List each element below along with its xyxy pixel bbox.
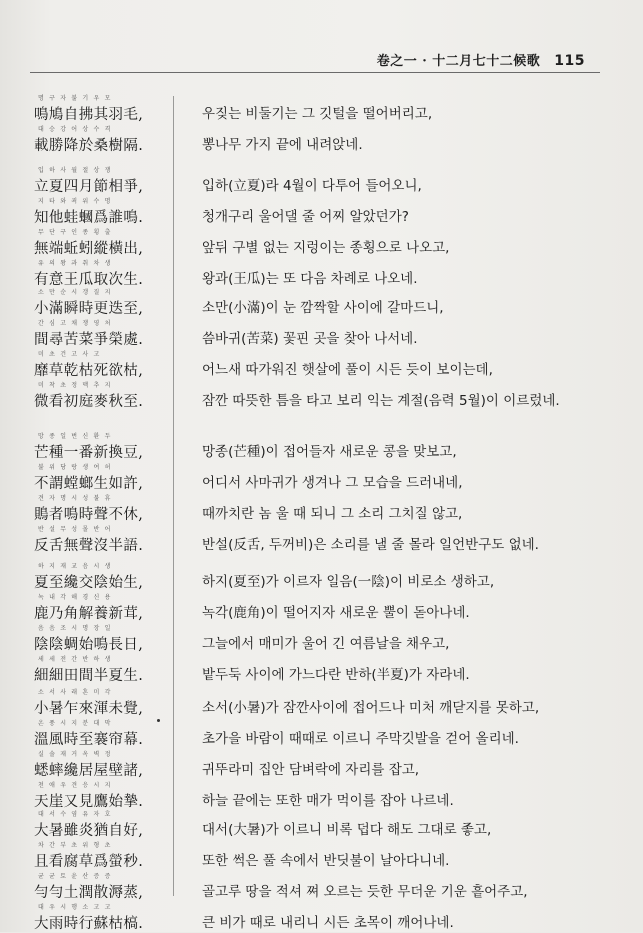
pronunciation-gloss: 입하사월절상쟁	[38, 167, 116, 174]
page-number: 115	[554, 53, 585, 69]
korean-translation: 뽕나무 가지 끝에 내려앉네.	[202, 137, 363, 153]
hanja-verse: 無端蚯蚓縱橫出,	[34, 241, 144, 257]
pronunciation-gloss: 대우시행소고고	[38, 904, 116, 911]
korean-translation: 소서(小暑)가 잠깐사이에 접어드나 미처 깨닫지를 못하고,	[202, 700, 540, 716]
pronunciation-gloss: 대승강어상수격	[38, 126, 116, 133]
hanja-verse: 天崖又見鷹始摯.	[34, 794, 144, 810]
verse-line	[0, 840, 643, 870]
pronunciation-gloss: 명구자불기우모	[38, 95, 116, 102]
hanja-verse: 微看初庭麥秋至.	[34, 394, 144, 410]
hanja-verse: 大暑雖炎猶自好,	[34, 823, 144, 839]
pronunciation-gloss: 견자명시성불휴	[38, 495, 116, 502]
hanja-verse: 蟋蟀纔居屋壁諸,	[34, 763, 144, 779]
verse-line	[0, 165, 643, 195]
verse-line	[0, 561, 643, 591]
korean-translation: 왕과(王瓜)는 또 다음 차례로 나오네.	[202, 271, 418, 287]
verse-line	[0, 431, 643, 461]
korean-translation: 청개구리 울어댈 줄 어찌 알았던가?	[202, 209, 409, 225]
korean-translation: 소만(小滿)이 눈 깜짝할 사이에 갈마드니,	[202, 300, 444, 316]
hanja-verse: 反舌無聲沒半語.	[34, 538, 144, 554]
pronunciation-gloss: 하지재교음시생	[38, 563, 116, 570]
hanja-verse: 靡草乾枯死欲枯,	[34, 363, 144, 379]
verse-line	[0, 462, 643, 492]
pronunciation-gloss: 음음조시명장일	[38, 625, 116, 632]
hanja-verse: 小滿瞬時更迭至,	[34, 301, 144, 317]
hanja-verse: 鵙者鳴時聲不休,	[34, 507, 144, 523]
verse-line	[0, 902, 643, 932]
hanja-verse: 夏至纔交陰始生,	[34, 575, 144, 591]
korean-translation: 망종(芒種)이 접어들자 새로운 콩을 맞보고,	[202, 444, 457, 460]
korean-translation: 하늘 끝에는 또한 매가 먹이를 잡아 나르네.	[202, 793, 454, 809]
hanja-verse: 勻勻土潤散溽蒸,	[34, 885, 144, 901]
korean-translation: 하지(夏至)가 이르자 일음(一陰)이 비로소 생하고,	[202, 574, 495, 590]
verse-line	[0, 687, 643, 717]
hanja-verse: 且看腐草爲螢秒.	[34, 854, 144, 870]
hanja-verse: 鹿乃角解養新茸,	[34, 606, 144, 622]
korean-translation: 어디서 사마귀가 생겨나 그 모습을 드러내네,	[202, 475, 463, 491]
hanja-verse: 間尋苦菜爭榮處.	[34, 332, 144, 348]
hanja-verse: 陰陰蜩始鳴長日,	[34, 637, 144, 653]
pronunciation-gloss: 대서수염유자호	[38, 811, 116, 818]
verse-line	[0, 524, 643, 554]
korean-translation: 입하(立夏)라 4월이 다투어 들어오니,	[202, 178, 422, 194]
korean-translation: 반설(反舌, 두꺼비)은 소리를 낼 줄 몰라 일언반구도 없네.	[202, 537, 539, 553]
pronunciation-gloss: 녹내각해경신용	[38, 594, 116, 601]
korean-translation: 큰 비가 때로 내리니 시든 초목이 깨어나네.	[202, 915, 454, 931]
korean-translation: 귀뚜라미 집안 담벼락에 자리를 잡고,	[202, 762, 420, 778]
korean-translation: 씀바귀(苦菜) 꽃핀 곳을 찾아 나서네.	[202, 331, 418, 347]
pronunciation-gloss: 미착초정맥추지	[38, 382, 116, 389]
verse-line	[0, 592, 643, 622]
pronunciation-gloss: 세세전간반하생	[38, 656, 116, 663]
korean-translation: 초가을 바람이 때때로 이르니 주막깃발을 걷어 올리네.	[202, 731, 519, 747]
verse-line	[0, 623, 643, 653]
verse-line	[0, 493, 643, 523]
verse-line	[0, 749, 643, 779]
pronunciation-gloss: 소만순시갱질지	[38, 289, 116, 296]
pronunciation-gloss: 차간부초위형초	[38, 842, 116, 849]
korean-translation: 앞뒤 구별 없는 지렁이는 종횡으로 나오고,	[202, 240, 450, 256]
korean-translation: 녹각(鹿角)이 떨어지자 새로운 뿔이 돋아나네.	[202, 605, 470, 621]
korean-translation: 때까치란 놈 울 때 되니 그 소리 그치질 않고,	[202, 506, 463, 522]
pronunciation-gloss: 천애우견응시지	[38, 782, 116, 789]
verse-line	[0, 196, 643, 226]
verse-line	[0, 287, 643, 317]
pronunciation-gloss: 망종일번신환두	[38, 433, 116, 440]
korean-translation: 잠깐 따뜻한 틈을 타고 보리 익는 계절(음력 5월)이 이르렀네.	[202, 393, 560, 409]
hanja-verse: 載勝降於桑樹隔.	[34, 138, 144, 154]
pronunciation-gloss: 유의왕과취차생	[38, 260, 116, 267]
pronunciation-gloss: 불위당랑생여허	[38, 464, 116, 471]
verse-line	[0, 718, 643, 748]
verse-line	[0, 258, 643, 288]
header-title: 卷之一 · 十二月七十二候歌	[376, 54, 541, 69]
hanja-verse: 鳴鳩自拂其羽毛,	[34, 107, 144, 123]
pronunciation-gloss: 소서사래혼미각	[38, 689, 116, 696]
verse-line	[0, 227, 643, 257]
hanja-verse: 溫風時至褰帘幕.	[34, 732, 144, 748]
korean-translation: 대서(大暑)가 이르니 비록 덥다 해도 그대로 좋고,	[202, 822, 492, 838]
hanja-verse: 有意王瓜取次生.	[34, 272, 144, 288]
verse-line	[0, 654, 643, 684]
hanja-verse: 芒種一番新換豆,	[34, 445, 144, 461]
verse-line	[0, 809, 643, 839]
korean-translation: 밭두둑 사이에 가느다란 반하(半夏)가 자라네.	[202, 667, 470, 683]
verse-line	[0, 93, 643, 123]
verse-line	[0, 780, 643, 810]
pronunciation-gloss: 실솔재거옥벽정	[38, 751, 116, 758]
pronunciation-gloss: 균균토윤산증증	[38, 873, 116, 880]
stray-mark	[157, 719, 160, 722]
pronunciation-gloss: 반설무성몰반어	[38, 526, 116, 533]
pronunciation-gloss: 미초건고사고	[38, 351, 105, 358]
hanja-verse: 立夏四月節相爭,	[34, 179, 144, 195]
verse-line	[0, 380, 643, 410]
hanja-verse: 細細田間半夏生.	[34, 668, 144, 684]
pronunciation-gloss: 온풍시지분대막	[38, 720, 116, 727]
pronunciation-gloss: 지타와괵위수명	[38, 198, 116, 205]
korean-translation: 우짖는 비둘기는 그 깃털을 떨어버리고,	[202, 106, 433, 122]
pronunciation-gloss: 간심고채쟁영처	[38, 320, 116, 327]
pronunciation-gloss: 무단구인종횡출	[38, 229, 116, 236]
korean-translation: 또한 썩은 풀 속에서 반딧불이 날아다니네.	[202, 853, 450, 869]
hanja-verse: 小暑乍來渾未覺,	[34, 701, 144, 717]
hanja-verse: 不謂螳螂生如許,	[34, 476, 144, 492]
verse-line	[0, 349, 643, 379]
verse-line	[0, 871, 643, 901]
korean-translation: 그늘에서 매미가 울어 긴 여름날을 채우고,	[202, 636, 450, 652]
verse-line	[0, 124, 643, 154]
hanja-verse: 知他蛙蟈爲誰鳴.	[34, 210, 144, 226]
korean-translation: 골고루 땅을 적셔 쪄 오르는 듯한 무더운 기운 흩어주고,	[202, 884, 528, 900]
korean-translation: 어느새 따가워진 햇살에 풀이 시든 듯이 보이는데,	[202, 362, 493, 378]
hanja-verse: 大雨時行蘇枯槁.	[34, 916, 144, 932]
verse-line	[0, 318, 643, 348]
